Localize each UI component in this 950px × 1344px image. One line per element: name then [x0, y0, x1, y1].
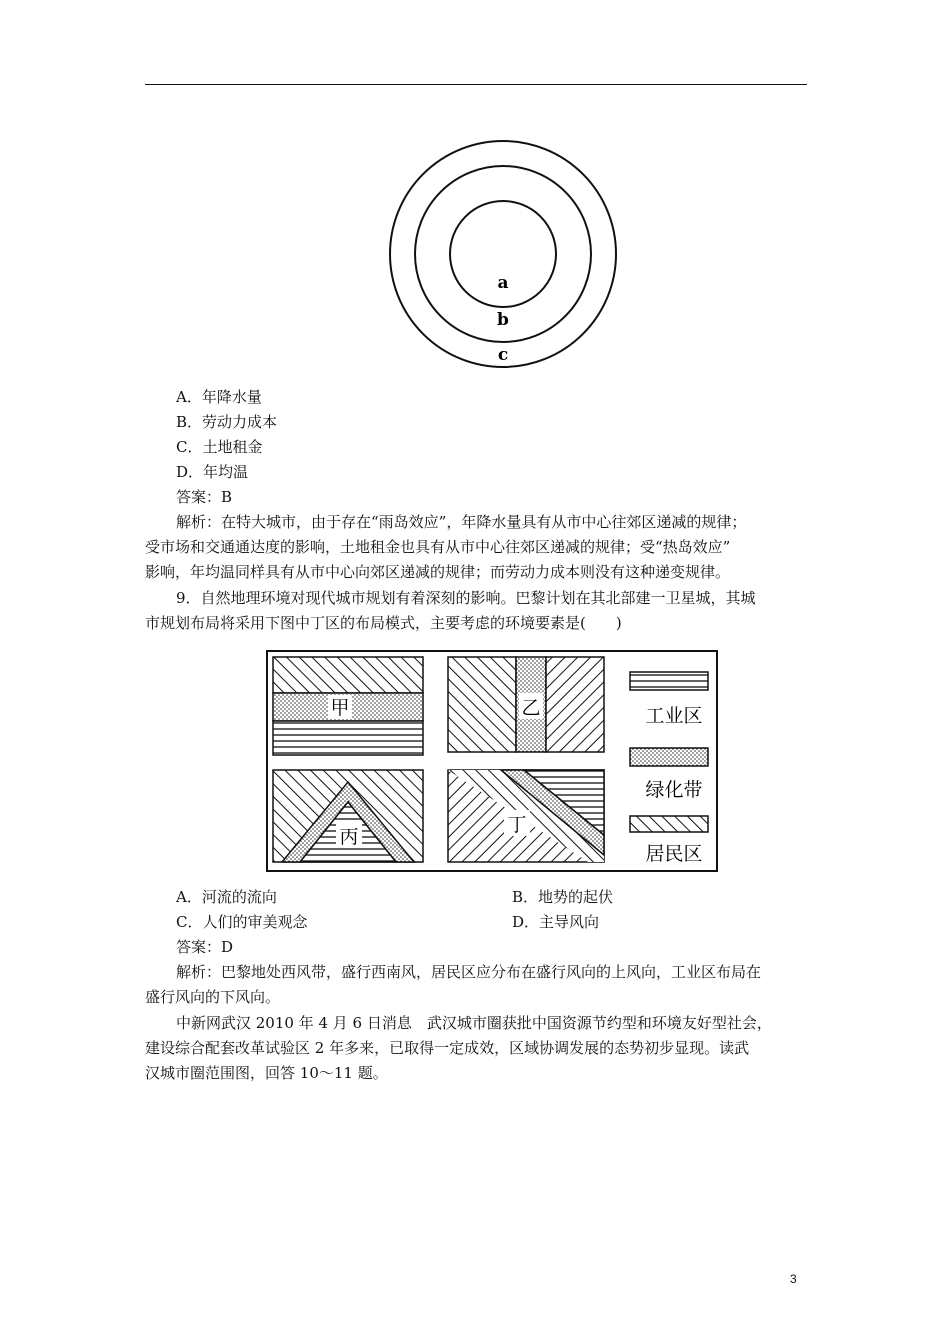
concentric-circles-figure — [375, 138, 635, 370]
label-a: a — [497, 273, 509, 293]
q9-analysis-line-2: 盛行风向的下风向。 — [145, 988, 281, 1006]
legend-swatch-industrial — [630, 672, 708, 690]
panel-jia — [273, 657, 423, 755]
q9-answer: 答案：D — [176, 938, 234, 956]
q8-option-d: D．年均温 — [176, 463, 249, 481]
panel-label-ding: 丁 — [507, 814, 527, 836]
q8-option-a: A．年降水量 — [176, 388, 262, 406]
panel-ding — [448, 770, 604, 862]
legend-label-residential: 居民区 — [645, 843, 703, 865]
header-rule — [145, 84, 807, 85]
q9-stem-line-2: 市规划布局将采用下图中丁区的布局模式，主要考虑的环境要素是( ) — [145, 614, 622, 632]
panel-label-bing: 丙 — [339, 826, 359, 848]
legend-label-greenbelt: 绿化带 — [645, 779, 703, 801]
label-b: b — [497, 310, 509, 330]
q9-option-a: A．河流的流向 — [176, 888, 277, 906]
q8-answer: 答案：B — [176, 488, 233, 506]
q8-option-b: B．劳动力成本 — [176, 413, 278, 431]
q8-analysis-line-1: 解析：在特大城市，由于存在“雨岛效应”，年降水量具有从市中心往郊区递减的规律； — [176, 513, 747, 531]
label-c: c — [497, 345, 509, 365]
passage-line-2: 建设综合配套改革试验区 2 年多来，已取得一定成效，区域协调发展的态势初步显现。读武 — [145, 1039, 750, 1057]
q8-analysis-line-2: 受市场和交通通达度的影响，土地租金也具有从市中心往郊区递减的规律；受“热岛效应” — [145, 538, 731, 556]
passage-line-3: 汉城市圈范围图，回答 10～11 题。 — [145, 1064, 388, 1082]
q9-option-d: D．主导风向 — [512, 913, 600, 931]
passage-line-1: 中新网武汉 2010 年 4 月 6 日消息 武汉城市圈获批中国资源节约型和环境友好型社会， — [176, 1014, 772, 1032]
page-number: 3 — [790, 1272, 797, 1286]
legend-swatch-greenbelt — [630, 748, 708, 766]
q9-stem-line-1: 9．自然地理环境对现代城市规划有着深刻的影响。巴黎计划在其北部建一卫星城，其城 — [176, 589, 756, 607]
legend-label-industrial: 工业区 — [645, 705, 703, 727]
panel-bing — [273, 770, 423, 862]
panel-label-yi: 乙 — [521, 697, 541, 719]
q8-analysis-line-3: 影响，年均温同样具有从市中心向郊区递减的规律；而劳动力成本则没有这种递变规律。 — [145, 563, 731, 581]
panel-label-jia: 甲 — [330, 697, 350, 719]
legend-swatch-residential — [630, 816, 708, 832]
city-layout-figure — [266, 650, 718, 872]
ring-outer — [390, 141, 616, 367]
panel-yi — [448, 657, 604, 752]
q9-option-b: B．地势的起伏 — [512, 888, 614, 906]
q9-option-c: C．人们的审美观念 — [176, 913, 308, 931]
q9-analysis-line-1: 解析：巴黎地处西风带，盛行西南风，居民区应分布在盛行风向的上风向，工业区布局在 — [176, 963, 762, 981]
q8-option-c: C．土地租金 — [176, 438, 263, 456]
